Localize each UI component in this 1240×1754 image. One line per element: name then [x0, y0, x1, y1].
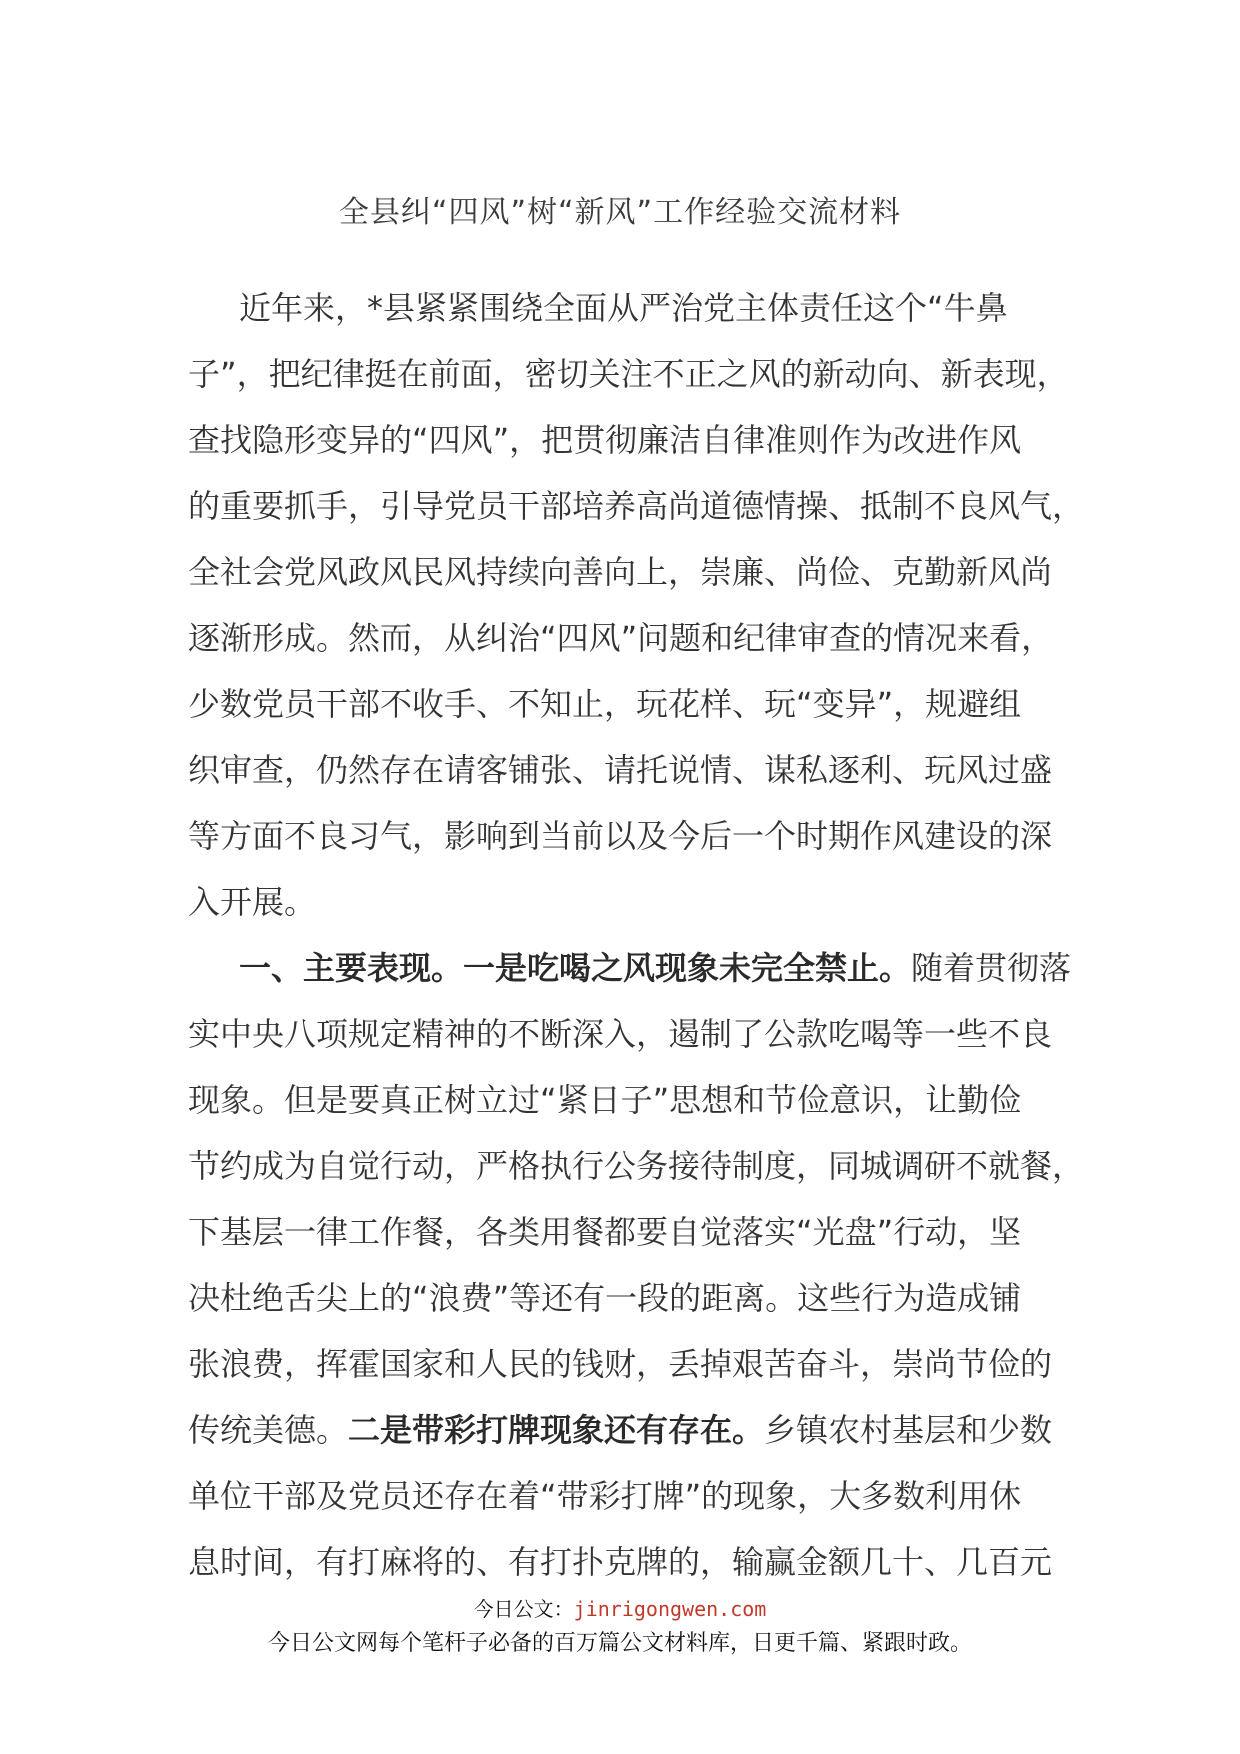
text-line: 子”，把纪律挺在前面，密切关注不正之风的新动向、新表现， [188, 355, 1069, 393]
text-line: 查找隐形变异的“四风”，把贯彻廉洁自律准则作为改进作风 [188, 421, 1022, 459]
text-line: 入开展。 [188, 883, 317, 921]
footer-slogan: 今日公文网每个笔杆子必备的百万篇公文材料库，日更千篇、紧跟时政。 [267, 1631, 972, 1656]
paragraph-main-manifestations [188, 935, 1085, 1595]
text-line: 张浪费，挥霍国家和人民的钱财，丢掉艰苦奋斗，崇尚节俭的 [188, 1345, 1053, 1383]
text-line: 下基层一律工作餐，各类用餐都要自觉落实“光盘”行动，坚 [188, 1213, 1022, 1251]
text-line: 近年来，*县紧紧围绕全面从严治党主体责任这个“牛鼻 [239, 289, 1008, 327]
footer-site-url[interactable]: jinrigongwen.com [573, 1597, 767, 1621]
point-heading: 二是带彩打牌现象还有存在。 [348, 1411, 765, 1449]
text-line: 全社会党风政风民风持续向善向上，崇廉、尚俭、克勤新风尚 [188, 553, 1053, 591]
footer-site-link[interactable] [0, 1594, 1240, 1624]
text-line: 实中央八项规定精神的不断深入，遏制了公款吃喝等一些不良 [188, 1015, 1053, 1053]
text-line: 决杜绝舌尖上的“浪费”等还有一段的距离。这些行为造成铺 [188, 1279, 1022, 1317]
document-title: 全县纠“四风”树“新风”工作经验交流材料 [338, 195, 902, 230]
text-line [188, 935, 1072, 1001]
text-line [188, 1397, 1060, 1463]
text-line: 织审查，仍然存在请客铺张、请托说情、谋私逐利、玩风过盛 [188, 751, 1053, 789]
text-line: 节约成为自觉行动，严格执行公务接待制度，同城调研不就餐， [188, 1147, 1085, 1185]
text-fragment: 随着贯彻落 [911, 949, 1072, 987]
text-line: 的重要抓手，引导党员干部培养高尚道德情操、抵制不良风气， [188, 487, 1085, 525]
point-heading: 一是吃喝之风现象未完全禁止。 [463, 949, 912, 987]
text-line: 少数党员干部不收手、不知止，玩花样、玩“变异”，规避组 [188, 685, 1022, 723]
section-heading: 一、主要表现。 [239, 949, 464, 987]
text-fragment: 传统美德。 [188, 1411, 349, 1449]
text-fragment: 乡镇农村基层和少数 [764, 1411, 1053, 1449]
text-line: 现象。但是要真正树立过“紧日子”思想和节俭意识，让勤俭 [188, 1081, 1022, 1119]
text-line: 等方面不良习气，影响到当前以及今后一个时期作风建设的深 [188, 817, 1053, 855]
text-line: 息时间，有打麻将的、有打扑克牌的，输赢金额几十、几百元 [188, 1543, 1053, 1581]
paragraph-intro [188, 275, 1085, 935]
text-line: 单位干部及党员还存在着“带彩打牌”的现象，大多数利用休 [188, 1477, 1022, 1515]
footer-site-label: 今日公文： [473, 1597, 574, 1621]
text-line: 逐渐形成。然而，从纠治“四风”问题和纪律审查的情况来看， [188, 619, 1054, 657]
